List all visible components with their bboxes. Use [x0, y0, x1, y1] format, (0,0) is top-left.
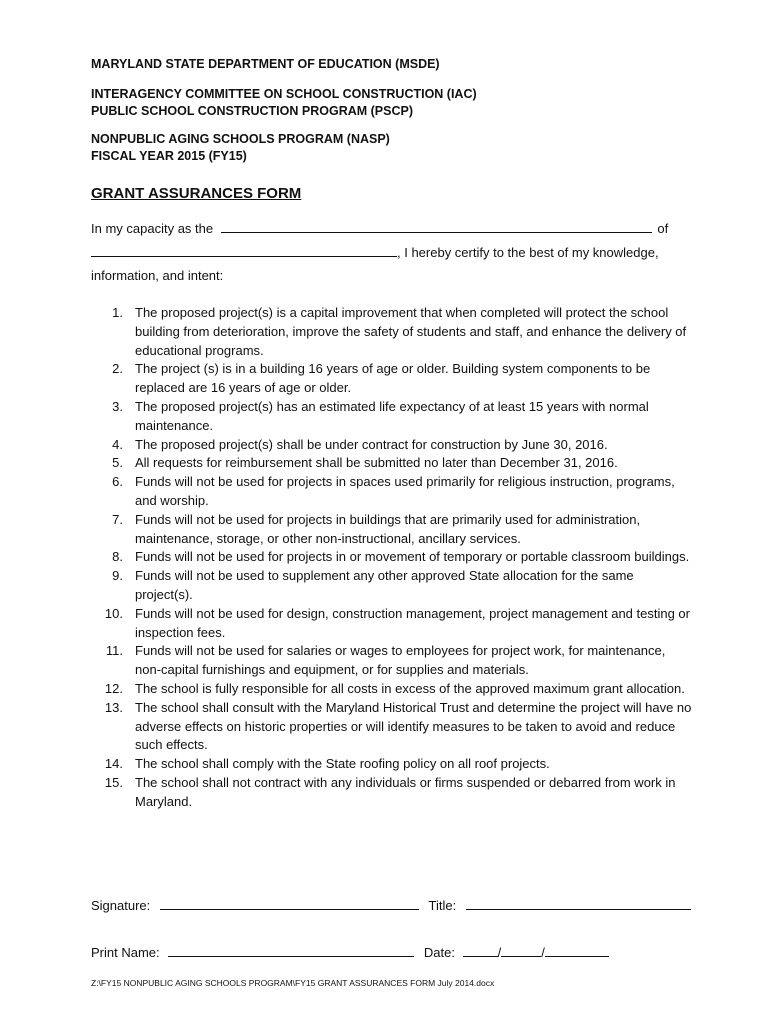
- signature-label: Signature:: [91, 898, 151, 913]
- capacity-line: [91, 219, 691, 238]
- title-label: Title:: [428, 898, 457, 913]
- assurance-number: 1.: [112, 305, 123, 320]
- date-year-field[interactable]: [545, 943, 609, 957]
- assurance-text: The proposed project(s) is a capital improvement that when completed will protect the school building from deterioration, improve the safety of students and staff, and enhance the delivery of educational programs.: [135, 305, 687, 358]
- assurance-item: [91, 567, 693, 605]
- assurance-text: Funds will not be used for projects in buildings that are primarily used for administration, maintenance, storage, or other non-instructional, ancillary services.: [135, 511, 641, 546]
- signature-row: [91, 896, 691, 915]
- assurance-number: 14.: [104, 756, 123, 772]
- capacity-blank[interactable]: [221, 219, 652, 233]
- assurance-item: [91, 454, 693, 473]
- assurance-number: 15.: [104, 774, 123, 790]
- assurance-text: The proposed project(s) has an estimated life expectancy of at least 15 years with normal maintenance.: [135, 398, 649, 433]
- date-separator: /: [541, 945, 545, 960]
- print-name-field[interactable]: [168, 943, 414, 957]
- agency-name: MARYLAND STATE DEPARTMENT OF EDUCATION (MSDE): [91, 57, 440, 71]
- print-name-row: [91, 943, 609, 962]
- assurances-list: [91, 304, 693, 812]
- assurance-item: [91, 642, 693, 680]
- assurance-text: All requests for reimbursement shall be submitted no later than December 31, 2016.: [135, 455, 618, 471]
- form-title: GRANT ASSURANCES FORM: [91, 185, 302, 202]
- assurance-number: 5.: [112, 455, 123, 471]
- assurance-number: 4.: [112, 436, 123, 452]
- assurance-number: 2.: [112, 361, 123, 377]
- assurance-item: [91, 304, 693, 360]
- organization-line: [91, 243, 691, 262]
- assurance-item: [91, 511, 693, 549]
- signature-field[interactable]: [160, 896, 419, 910]
- nasp-program-name: NONPUBLIC AGING SCHOOLS PROGRAM (NASP): [91, 132, 390, 146]
- nasp-heading: [91, 131, 390, 165]
- agency-heading: [91, 56, 440, 73]
- assurance-item: [91, 548, 693, 567]
- assurance-text: Funds will not be used for salaries or wages to employees for project work, for maintenance, non-capital furnishings and equipment, or for supplies and materials.: [135, 643, 666, 678]
- assurance-text: Funds will not be used for projects in or movement of temporary or portable classroom buildings.: [135, 549, 690, 565]
- assurance-item: [91, 755, 693, 774]
- assurance-number: 10.: [104, 605, 123, 621]
- assurance-text: Funds will not be used to supplement any other approved State allocation for the same project(s).: [135, 568, 634, 602]
- assurance-number: 11.: [105, 643, 123, 659]
- assurance-item: [91, 774, 693, 812]
- assurance-number: 6.: [112, 474, 123, 490]
- assurance-text: The school shall not contract with any individuals or firms suspended or debarred from work in Maryland.: [135, 774, 676, 809]
- assurance-text: Funds will not be used for design, construction management, project management and testing or inspection fees.: [135, 605, 690, 640]
- assurance-number: 9.: [112, 568, 123, 584]
- assurance-item: [91, 436, 693, 455]
- assurance-text: The project (s) is in a building 16 years of age or older. Building system components to be replaced are 16 years of age or older.: [135, 361, 651, 396]
- assurance-text: The school shall consult with the Maryland Historical Trust and determine the project will have no adverse effects on historic properties or will identify measures to be taken to avoid and reduce such effects.: [135, 699, 692, 753]
- assurance-number: 13.: [104, 699, 123, 715]
- file-path-footer: Z:\FY15 NONPUBLIC AGING SCHOOLS PROGRAM\FY15 GRANT ASSURANCES FORM July 2014.docx: [91, 978, 495, 988]
- capacity-prefix: In my capacity as the: [91, 221, 214, 236]
- assurance-item: [91, 699, 693, 755]
- print-name-label: Print Name:: [91, 945, 160, 960]
- assurance-item: [91, 360, 693, 398]
- assurance-number: 8.: [112, 549, 123, 565]
- assurance-number: 3.: [112, 398, 123, 414]
- title-field[interactable]: [466, 896, 691, 910]
- date-label: Date:: [423, 945, 455, 960]
- assurance-item: [91, 605, 693, 643]
- assurance-number: 12.: [104, 680, 123, 696]
- program-name: PUBLIC SCHOOL CONSTRUCTION PROGRAM (PSCP): [91, 104, 413, 118]
- date-separator: /: [497, 945, 502, 960]
- assurance-item: [91, 398, 693, 436]
- date-month-field[interactable]: [463, 943, 498, 957]
- certify-closing: [91, 267, 691, 285]
- committee-name: INTERAGENCY COMMITTEE ON SCHOOL CONSTRUCTION (IAC): [91, 87, 477, 101]
- capacity-suffix: of: [657, 221, 669, 236]
- date-day-field[interactable]: [501, 943, 541, 957]
- assurance-text: Funds will not be used for projects in spaces used primarily for religious instruction, programs, and worship.: [135, 474, 675, 508]
- assurance-item: [91, 473, 693, 511]
- assurance-text: The school shall comply with the State roofing policy on all roof projects.: [135, 756, 550, 772]
- assurance-number: 7.: [112, 511, 123, 527]
- assurance-item: [91, 680, 693, 699]
- certify-text: , I hereby certify to the best of my knowledge,: [397, 245, 659, 260]
- committee-heading: [91, 86, 477, 120]
- fiscal-year: FISCAL YEAR 2015 (FY15): [91, 149, 247, 163]
- organization-blank[interactable]: [91, 243, 397, 257]
- assurance-text: The proposed project(s) shall be under contract for construction by June 30, 2016.: [135, 436, 608, 452]
- certify-closing-text: information, and intent:: [91, 268, 224, 283]
- assurance-text: The school is fully responsible for all costs in excess of the approved maximum grant allocation.: [135, 680, 685, 696]
